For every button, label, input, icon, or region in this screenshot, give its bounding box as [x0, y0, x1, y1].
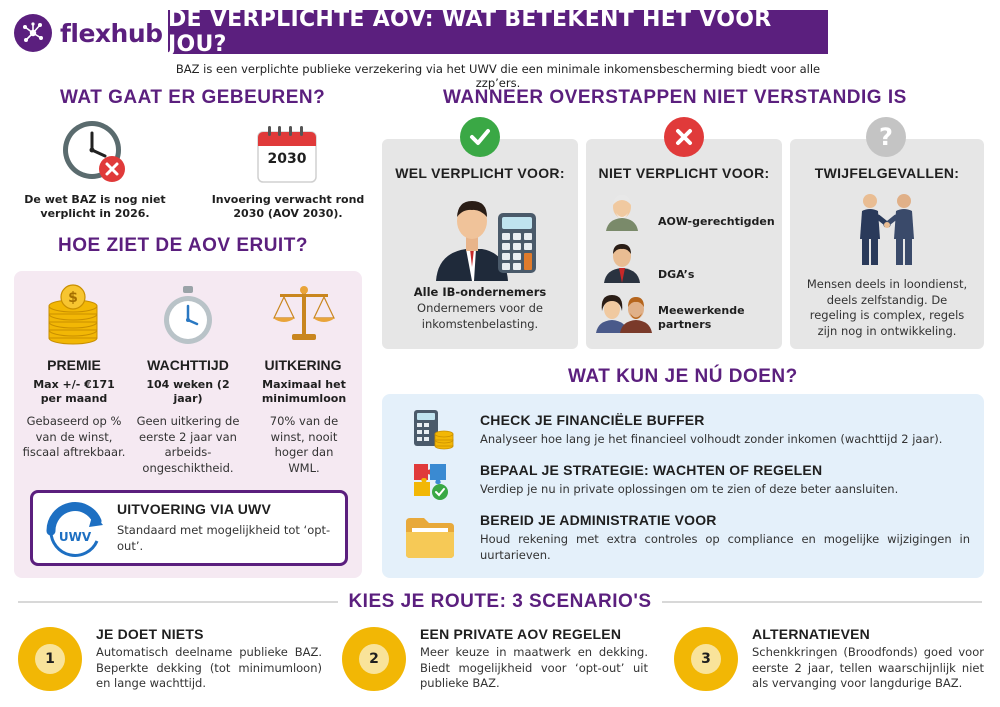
stopwatch-icon	[160, 284, 216, 346]
scenario-number-3: 3	[691, 644, 721, 674]
svg-text:$: $	[68, 290, 78, 306]
aov-col-title-1: PREMIE	[47, 357, 101, 373]
page-subtitle: BAZ is een verplichte publieke verzekering via het UWV die een minimale inkomensbescherming biedt voor alle zzp’ers.	[175, 62, 821, 90]
niet-item-3: Meewerkende partners	[658, 304, 745, 331]
twijfel-title: TWIJFELGEVALLEN:	[814, 165, 960, 181]
uwv-logo-icon	[45, 501, 105, 557]
section-heading-overstappen: WANNEER OVERSTAPPEN NIET VERSTANDIG IS	[443, 87, 907, 108]
scenario-badge-3	[674, 627, 738, 691]
aov-col-sub-3: Maximaal het minimumloon	[261, 378, 347, 405]
doen-desc-2: Verdiep je nu in private oplossingen om te zien of deze beter aansluiten.	[480, 482, 899, 496]
brand-logo	[14, 14, 163, 52]
aov-col-title-2: WACHTTIJD	[147, 357, 229, 373]
partners-couple-icon	[596, 291, 652, 333]
svg-text:UWV: UWV	[58, 530, 92, 544]
niet-title: NIET VERPLICHT VOOR:	[598, 165, 770, 181]
uwv-desc: Standaard met mogelijkheid tot ‘opt-out’.	[117, 523, 331, 553]
scenario-number-1: 1	[35, 644, 65, 674]
calculator-icon	[412, 408, 454, 450]
puzzle-icon	[410, 460, 452, 502]
uwv-title: UITVOERING VIA UWV	[117, 501, 271, 517]
scenario-desc-1: Automatisch deelname publieke BAZ. Beperkte dekking (tot minimumloon) en lange wachttijd.	[96, 645, 322, 691]
folder-icon	[404, 514, 456, 560]
card-wel-verplicht	[382, 139, 578, 349]
doen-title-3: BEREID JE ADMINISTRATIE VOOR	[480, 512, 717, 528]
twijfel-desc: Mensen deels in loondienst, deels zelfstandig. De regeling is complex, regels zijn nog in ontwikkeling.	[806, 277, 968, 338]
scenario-title-2: EEN PRIVATE AOV REGELEN	[420, 626, 622, 642]
aov-col-desc-3: 70% van de winst, nooit hoger dan WML.	[269, 414, 339, 475]
wel-desc: Ondernemers voor de inkomstenbelasting.	[417, 301, 543, 331]
aov-col-desc-2: Geen uitkering de eerste 2 jaar van arbeids-ongeschiktheid.	[136, 414, 240, 475]
card-twijfelgevallen	[790, 139, 984, 349]
gebeuren-text-2: Invoering verwacht rond 2030 (AOV 2030).	[211, 193, 365, 220]
aov-col-desc-1: Gebaseerd op % van de winst, fiscaal aftrekbaar.	[22, 414, 126, 460]
dga-person-icon	[602, 239, 642, 283]
scenario-title-1: JE DOET NIETS	[96, 626, 204, 642]
aov-col-title-3: UITKERING	[264, 357, 342, 373]
brand-name: flexhub	[60, 18, 163, 48]
clock-icon	[60, 118, 128, 186]
scenario-desc-3: Schenkkringen (Broodfonds) goed voor eerste 2 jaar, tellen waarschijnlijk niet als vervanging voor langdurige BAZ.	[752, 645, 984, 691]
check-icon	[460, 117, 500, 157]
handshake-people-icon	[852, 191, 922, 267]
page-title: DE VERPLICHTE AOV: WAT BETEKENT HET VOOR JOU?	[168, 10, 828, 54]
niet-item-2: DGA’s	[658, 268, 695, 281]
wel-label: Alle IB-ondernemers	[413, 285, 547, 299]
section-heading-route: KIES JE ROUTE: 3 SCENARIO'S	[348, 591, 652, 612]
gebeuren-text-1: De wet BAZ is nog niet verplicht in 2026.	[24, 193, 166, 220]
doen-title-1: CHECK JE FINANCIËLE BUFFER	[480, 412, 705, 428]
doen-desc-1: Analyseer hoe lang je het financieel volhoudt zonder inkomen (wachttijd 2 jaar).	[480, 432, 943, 446]
question-icon: ?	[866, 117, 906, 157]
calendar-icon	[256, 124, 318, 184]
doen-title-2: BEPAAL JE STRATEGIE: WACHTEN OF REGELEN	[480, 462, 823, 478]
aov-col-sub-1: Max +/- €171 per maand	[33, 378, 115, 405]
scenario-title-3: ALTERNATIEVEN	[752, 626, 870, 642]
elderly-person-icon	[602, 191, 642, 231]
aov-col-sub-2: 104 weken (2 jaar)	[146, 378, 230, 405]
card-niet-verplicht	[586, 139, 782, 349]
scenario-badge-2	[342, 627, 406, 691]
scenario-desc-2: Meer keuze in maatwerk en dekking. Biedt mogelijkheid voor ‘opt-out’ uit publieke BAZ.	[420, 645, 648, 691]
scenario-badge-1	[18, 627, 82, 691]
cross-icon	[664, 117, 704, 157]
section-heading-aov: HOE ZIET DE AOV ERUIT?	[58, 235, 308, 256]
wel-title: WEL VERPLICHT VOOR:	[395, 165, 565, 181]
businessman-calculator-icon	[430, 191, 540, 281]
section-heading-doen: WAT KUN JE NÚ DOEN?	[568, 366, 798, 387]
niet-item-1: AOW-gerechtigden	[658, 215, 775, 228]
scales-icon	[272, 284, 336, 344]
section-heading-gebeuren: WAT GAAT ER GEBEUREN?	[60, 87, 326, 108]
network-icon	[14, 14, 52, 52]
calendar-year: 2030	[267, 151, 307, 167]
scenario-number-2: 2	[359, 644, 389, 674]
uwv-box	[30, 490, 348, 566]
doen-desc-3: Houd rekening met extra controles op compliance en mogelijke wijzigingen in uurtarieven.	[480, 532, 970, 562]
coins-icon	[44, 284, 102, 346]
